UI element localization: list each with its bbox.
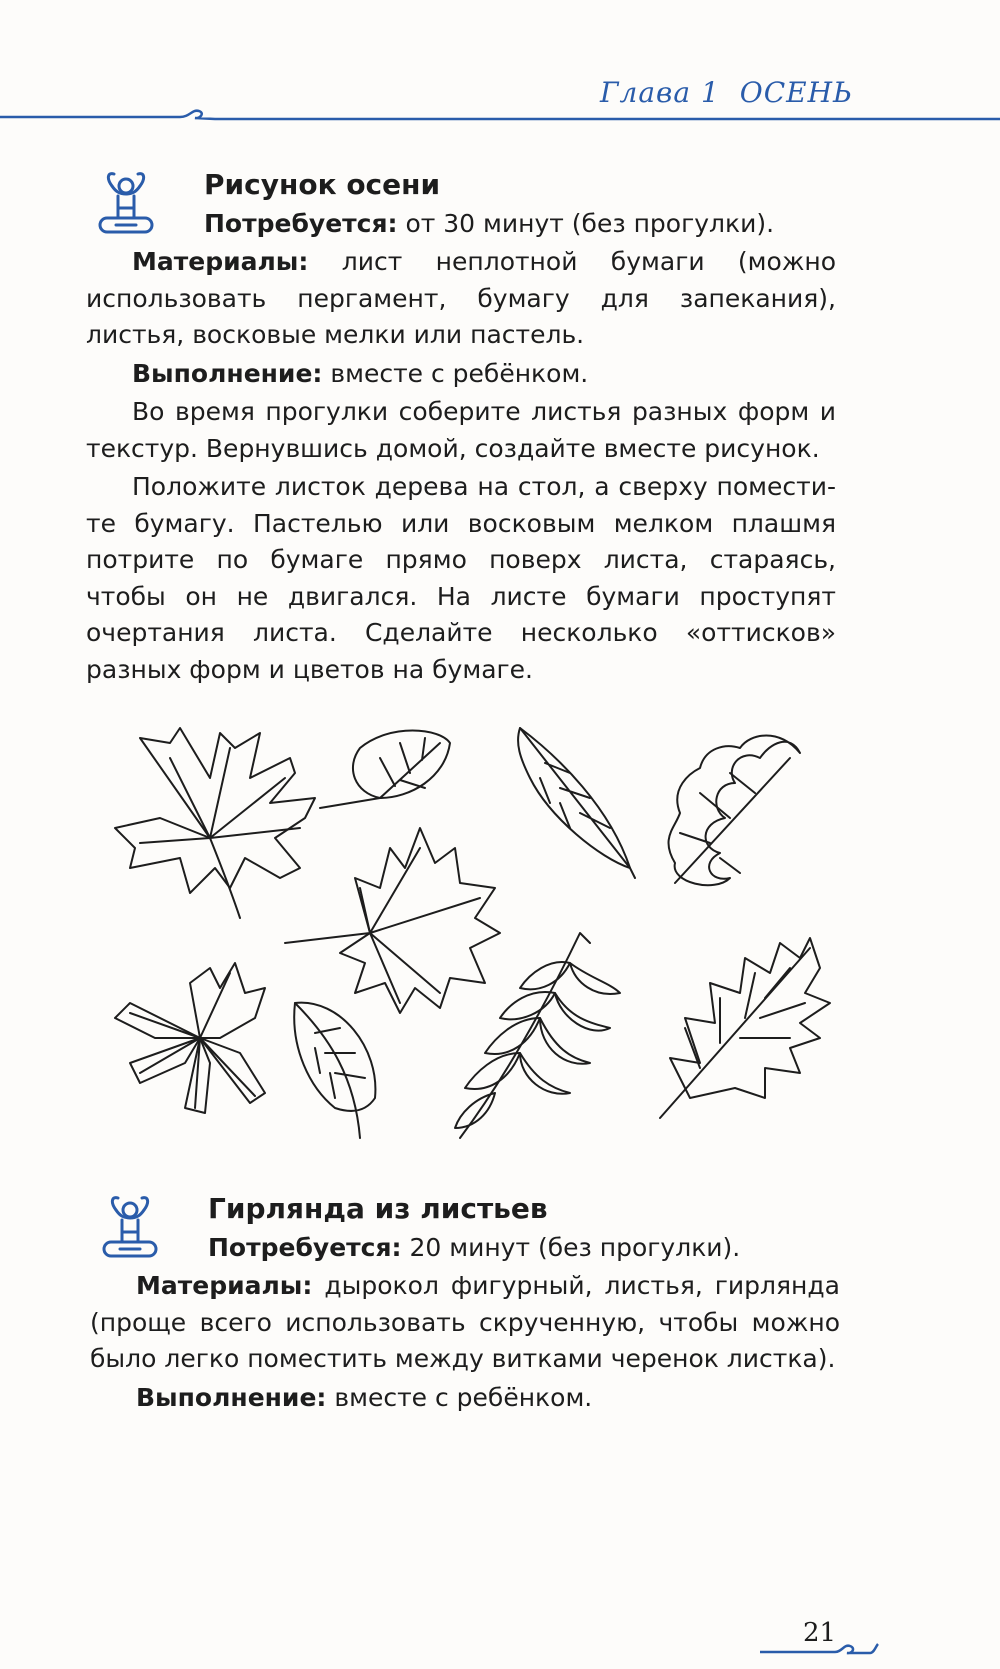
chestnut-leaf-icon — [115, 963, 265, 1113]
requirement-line — [208, 1233, 840, 1262]
materials-label: Материалы: — [132, 247, 309, 276]
execution-value: вместе с ребёнком. — [326, 1382, 593, 1412]
execution-label: Выполнение: — [136, 1382, 327, 1412]
section-autumn-drawing — [86, 168, 836, 688]
requirement-label: Потребуется: — [204, 209, 398, 238]
leaves-illustration — [100, 718, 860, 1168]
execution-paragraph — [86, 356, 836, 393]
oak-leaf-icon — [669, 736, 800, 886]
footer-rule — [760, 1638, 880, 1658]
materials-paragraph — [90, 1268, 840, 1378]
section-title: Гирлянда из листьев — [208, 1192, 548, 1225]
red-oak-leaf-icon — [660, 938, 830, 1118]
maple-leaf-icon — [115, 728, 315, 918]
birch-leaf-icon — [320, 731, 450, 809]
materials-value: дырокол фигурный, листья, гирлянда (проще всего использовать скрученную, чтобы можно было легко поместить между витками черенок листка). — [90, 1271, 840, 1373]
materials-label: Материалы: — [136, 1271, 313, 1300]
elm-leaf-icon — [518, 728, 635, 878]
execution-value: вместе с ребёнком. — [322, 358, 589, 388]
section-title: Рисунок осени — [204, 168, 441, 201]
ash-leaf-icon — [455, 933, 620, 1138]
requirement-value: 20 минут (без прогулки). — [401, 1233, 741, 1262]
body-paragraph: Во время прогулки соберите листья разных форм и текстур. Вернувшись домой, создайте вместе рисунок. — [86, 397, 836, 463]
page-number: 21 — [803, 1618, 837, 1648]
requirement-line — [204, 209, 836, 238]
chapter-title: ОСЕНЬ — [739, 76, 853, 109]
chapter-label: Глава 1 — [600, 76, 720, 109]
requirement-label: Потребуется: — [208, 1233, 402, 1262]
section-leaf-garland — [90, 1192, 840, 1416]
maple-leaf-icon — [285, 828, 500, 1013]
body-paragraph: Положите листок дерева на стол, а сверху поместите бумагу. Пастелью или восковым мелком плашмя потрите по бумаге прямо поверх листа, стараясь, чтобы он не двигался. На листе бумаги проступят очертания листа. Сделайте несколько «оттисков» разных форм и цветов на бумаге. — [86, 472, 836, 684]
ovate-leaf-icon — [294, 1003, 375, 1138]
header-rule — [0, 100, 1000, 140]
materials-paragraph — [86, 244, 836, 354]
materials-value: лист неплотной бумаги (можно использовать пергамент, бумагу для запекания), листья, восковые мелки или пастель. — [86, 247, 836, 349]
execution-label: Выполнение: — [132, 358, 323, 388]
requirement-value: от 30 минут (без прогулки). — [397, 209, 775, 238]
execution-paragraph — [90, 1380, 840, 1417]
